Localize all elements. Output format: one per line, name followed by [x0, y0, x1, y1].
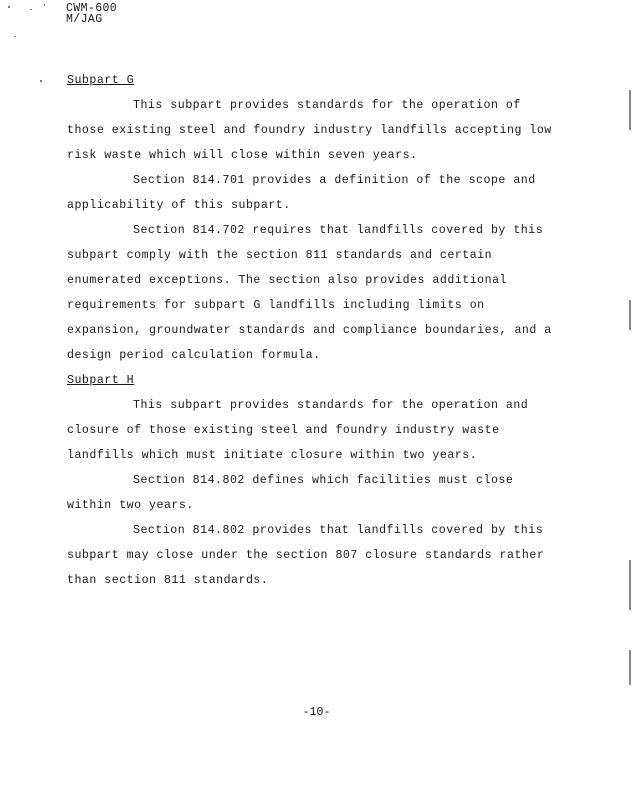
scan-edge-mark [629, 300, 631, 330]
scan-speck [30, 9, 32, 10]
document-body [67, 68, 567, 593]
scan-speck [44, 4, 45, 6]
author-initials: M/JAG [66, 13, 103, 26]
section-subpart-g [67, 68, 567, 368]
section-heading: Subpart H [67, 374, 135, 387]
page-number: -10- [302, 706, 331, 719]
scan-speck [40, 80, 42, 82]
scan-edge-mark [629, 650, 631, 685]
section-heading: Subpart G [67, 74, 135, 87]
paragraph: Section 814.802 defines which facilities must close within two years. [67, 474, 514, 512]
scan-edge-mark [629, 560, 631, 610]
paragraph: Section 814.702 requires that landfills covered by this subpart comply with the section 811 standards and certain enumerated exceptions. The section also provides additional requirements for subpart G landfills including limits on expansion, groundwater standards and compliance boundaries, and a design period calculation formula. [67, 224, 552, 362]
paragraph: Section 814.802 provides that landfills covered by this subpart may close under the section 807 closure standards rather than section 811 standards. [67, 524, 545, 587]
scan-speck [8, 6, 10, 8]
paragraph: This subpart provides standards for the operation and closure of those existing steel and foundry industry waste landfills which must initiate closure within two years. [67, 399, 529, 462]
scan-edge-mark [629, 90, 631, 130]
section-subpart-h [67, 368, 567, 593]
paragraph: Section 814.701 provides a definition of the scope and applicability of this subpart. [67, 174, 536, 212]
paragraph: This subpart provides standards for the operation of those existing steel and foundry industry landfills accepting low risk waste which will close within seven years. [67, 99, 552, 162]
document-code: CWM-600 [66, 2, 118, 15]
scan-speck [14, 36, 16, 37]
document-header [66, 3, 117, 25]
